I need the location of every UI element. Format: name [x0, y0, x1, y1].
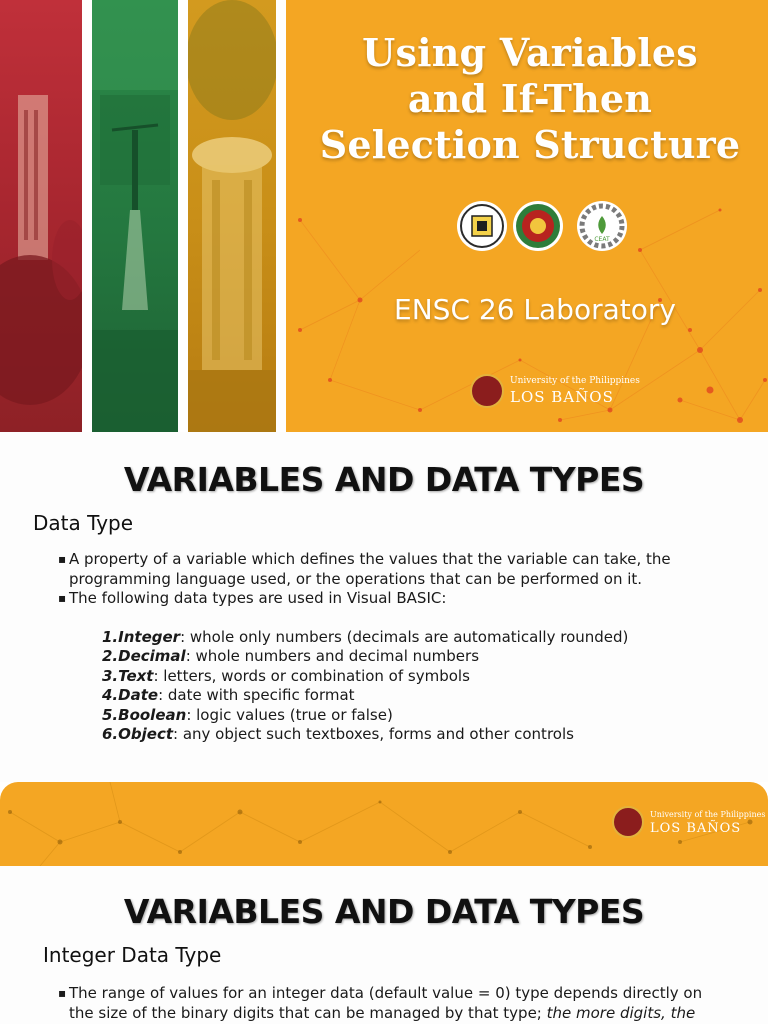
title-line: Using Variables	[362, 30, 698, 75]
bullet-item: ▪ A property of a variable which defines the values that the variable can take, the programming language used, or the operations that can be performed on it.	[58, 550, 698, 589]
bullet-text: The range of values for an integer data (default value = 0) type depends directly on the size of the binary digits that can be managed by that type;	[69, 984, 703, 1022]
presentation-title	[300, 30, 760, 168]
title-line: and If-Then	[407, 76, 653, 121]
type-name: Text	[118, 666, 154, 685]
bullet-item	[58, 984, 708, 1023]
type-description: : date with specific format	[158, 686, 355, 705]
campus-photo-gold	[188, 0, 276, 432]
type-name: Decimal	[118, 647, 186, 666]
institution-logos	[450, 200, 630, 254]
data-type-item	[102, 706, 628, 725]
uplb-logo	[470, 374, 640, 410]
data-type-list	[102, 628, 628, 744]
type-name: Object	[118, 725, 174, 744]
type-description: : any object such textboxes, forms and other controls	[173, 725, 574, 744]
strip-divider	[276, 0, 286, 432]
type-number: 6.	[102, 725, 119, 744]
type-name: Date	[118, 686, 159, 705]
type-name: Boolean	[118, 705, 187, 724]
fountain-photo	[188, 0, 276, 432]
type-number: 4.	[102, 686, 119, 705]
svg-text:CEAT: CEAT	[594, 236, 610, 243]
slide-subheading: Integer Data Type	[43, 943, 222, 967]
data-type-item	[102, 686, 628, 705]
bullet-emphasis: the more digits, the	[546, 1003, 696, 1022]
statue-photo	[92, 0, 178, 432]
uplb-line1: University of the Philippines	[650, 810, 766, 819]
slide-title: VARIABLES AND DATA TYPES	[123, 460, 645, 499]
integer-slide	[0, 866, 768, 1024]
uplb-seal-icon	[470, 374, 504, 408]
type-description: : whole numbers and decimal numbers	[185, 647, 480, 666]
type-description: : logic values (true or false)	[186, 705, 393, 724]
course-subtitle: ENSC 26 Laboratory	[394, 293, 676, 326]
uplb-line2: LOS BAÑOS	[510, 388, 614, 406]
type-number: 5.	[102, 705, 119, 724]
uplb-line2: LOS BAÑOS	[650, 821, 742, 836]
ceat-gear-icon	[576, 200, 628, 252]
type-number: 3.	[102, 666, 119, 685]
type-number: 1.	[102, 628, 119, 646]
type-number: 2.	[102, 647, 119, 666]
strip-divider	[82, 0, 92, 432]
slide-subheading: Data Type	[33, 511, 134, 535]
strip-divider	[178, 0, 188, 432]
datatype-slide	[0, 432, 768, 782]
type-description: : whole only numbers (decimals are automatically rounded)	[180, 628, 629, 646]
data-type-item	[102, 725, 628, 744]
uplb-seal-icon	[612, 806, 644, 838]
slide-footer-band	[0, 782, 768, 866]
title-line: Selection Structure	[319, 122, 741, 167]
slide-title: VARIABLES AND DATA TYPES	[123, 892, 645, 931]
campus-photo-red	[0, 0, 82, 432]
bullet-list	[58, 984, 708, 1023]
type-description: : letters, words or combination of symbols	[153, 666, 470, 685]
data-type-item	[102, 647, 628, 666]
bullet-item: ▪ The following data types are used in Visual BASIC:	[58, 589, 698, 609]
campus-photo-green	[92, 0, 178, 432]
type-name: Integer	[118, 628, 181, 646]
uplb-logo	[612, 806, 766, 842]
title-slide	[0, 0, 768, 432]
college-seal-icon	[512, 200, 564, 252]
institute-seal-icon	[456, 200, 508, 252]
tower-photo	[0, 0, 82, 432]
data-type-item	[102, 667, 628, 686]
bullet-list	[58, 550, 698, 609]
uplb-line1: University of the Philippines	[510, 376, 640, 386]
data-type-item	[102, 628, 628, 647]
